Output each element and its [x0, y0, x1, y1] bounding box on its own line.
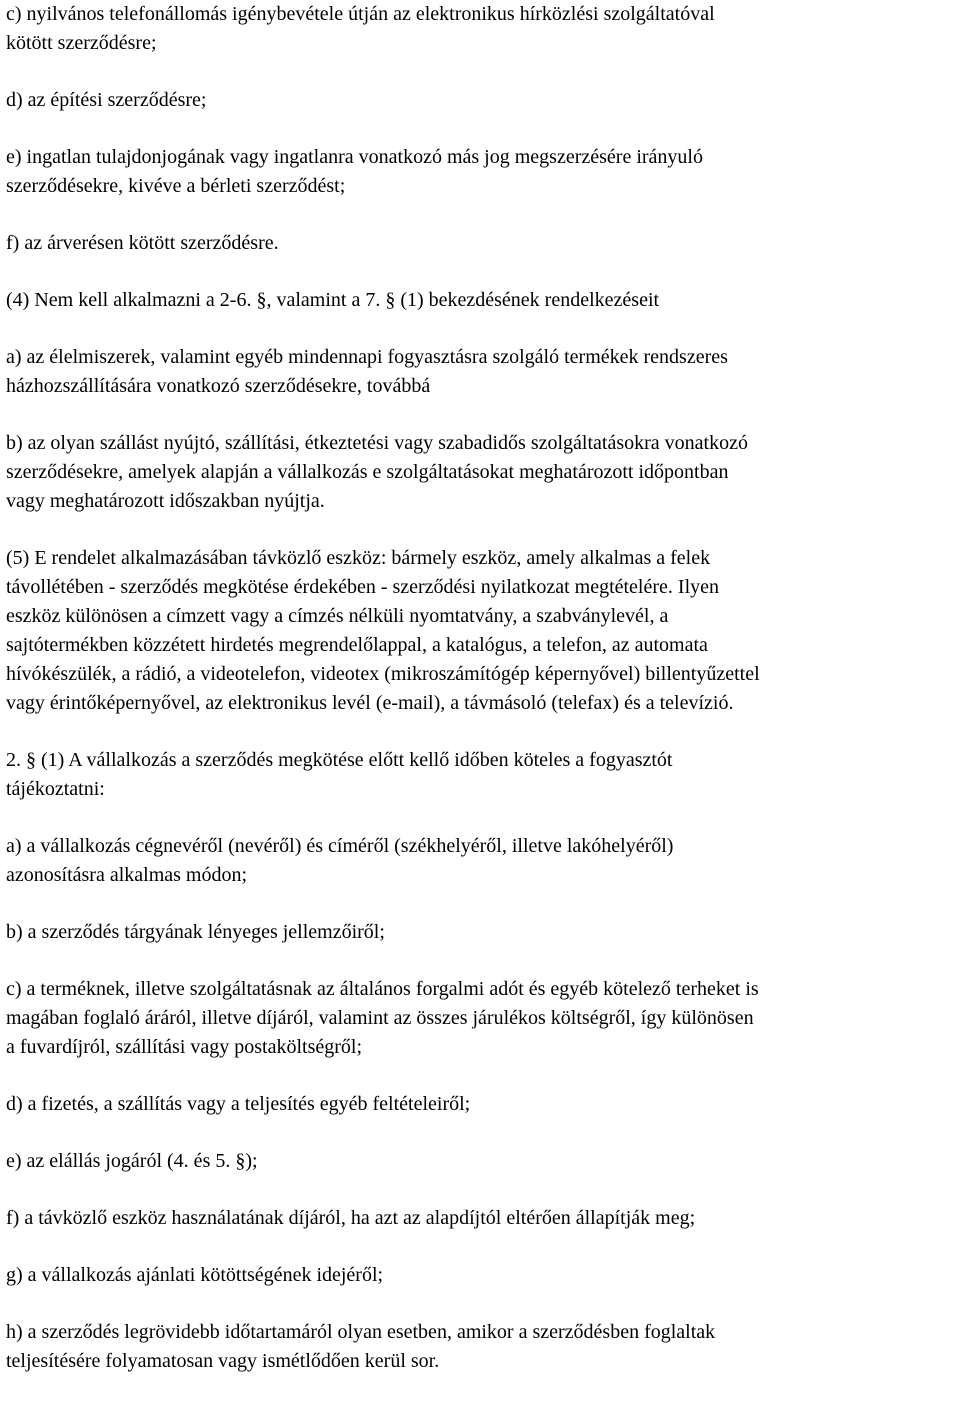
paragraph-4-exceptions: (4) Nem kell alkalmazni a 2-6. §, valamint a 7. § (1) bekezdésének rendelkezéseit	[6, 289, 660, 311]
paragraph-c-telephone: c) nyilvános telefonállomás igénybevétele útján az elektronikus hírközlési szolgáltatóval kötött szerződésre;	[6, 3, 715, 54]
paragraph-b-subject: b) a szerződés tárgyának lényeges jellemzőiről;	[6, 921, 385, 943]
document-page	[6, 0, 958, 1376]
paragraph-b-leisure-services: b) az olyan szállást nyújtó, szállítási, étkeztetési vagy szabadidős szolgáltatásokra vonatkozó szerződésekre, amelyek alapján a vállalkozás e szolgáltatásokat meghatározott időpontban vagy meghatározott időszakban nyújtja.	[6, 432, 748, 512]
paragraph-e-real-estate: e) ingatlan tulajdonjogának vagy ingatlanra vonatkozó más jog megszerzésére irányuló szerződésekre, kivéve a bérleti szerződést;	[6, 146, 703, 197]
paragraph-h-contract-duration: h) a szerződés legrövidebb időtartamáról olyan esetben, amikor a szerződésben foglaltak teljesítésére folyamatosan vagy ismétlődően kerül sor.	[6, 1321, 716, 1372]
paragraph-e-withdrawal: e) az elállás jogáról (4. és 5. §);	[6, 1150, 258, 1172]
paragraph-d-payment: d) a fizetés, a szállítás vagy a teljesítés egyéb feltételeiről;	[6, 1093, 471, 1115]
paragraph-f-device-fee: f) a távközlő eszköz használatának díjáról, ha azt az alapdíjtól eltérően állapítják meg;	[6, 1207, 696, 1229]
paragraph-5-distance-device: (5) E rendelet alkalmazásában távközlő eszköz: bármely eszköz, amely alkalmas a felek távollétében - szerződés megkötése érdekében - szerződési nyilatkozat megtételére. Ilyen eszköz különösen a címzett vagy a címzés nélküli nyomtatvány, a szabványlevél, a sajtótermékben közzétett hirdetés megrendelőlappal, a katalógus, a telefon, az automata hívókészülék, a rádió, a videotelefon, videotex (mikroszámítógép képernyővel) billentyűzettel vagy érintőképernyővel, az elektronikus levél (e-mail), a távmásoló (telefax) és a televízió.	[6, 547, 760, 714]
paragraph-c-price: c) a terméknek, illetve szolgáltatásnak az általános forgalmi adót és egyéb kötelező terheket is magában foglaló áráról, illetve díjáról, valamint az összes járulékos költségről, így különösen a fuvardíjról, szállítási vagy postaköltségről;	[6, 978, 759, 1058]
paragraph-a-food-delivery: a) az élelmiszerek, valamint egyéb mindennapi fogyasztásra szolgáló termékek rendszeres házhozszállítására vonatkozó szerződésekre, továbbá	[6, 346, 728, 397]
paragraph-f-auction: f) az árverésen kötött szerződésre.	[6, 232, 279, 254]
paragraph-g-offer-period: g) a vállalkozás ajánlati kötöttségének idejéről;	[6, 1264, 384, 1286]
paragraph-a-company-name: a) a vállalkozás cégnevéről (nevéről) és címéről (székhelyéről, illetve lakóhelyéről) azonosításra alkalmas módon;	[6, 835, 674, 886]
paragraph-d-construction: d) az építési szerződésre;	[6, 89, 207, 111]
paragraph-section-2-1: 2. § (1) A vállalkozás a szerződés megkötése előtt kellő időben köteles a fogyasztót tájékoztatni:	[6, 749, 673, 800]
